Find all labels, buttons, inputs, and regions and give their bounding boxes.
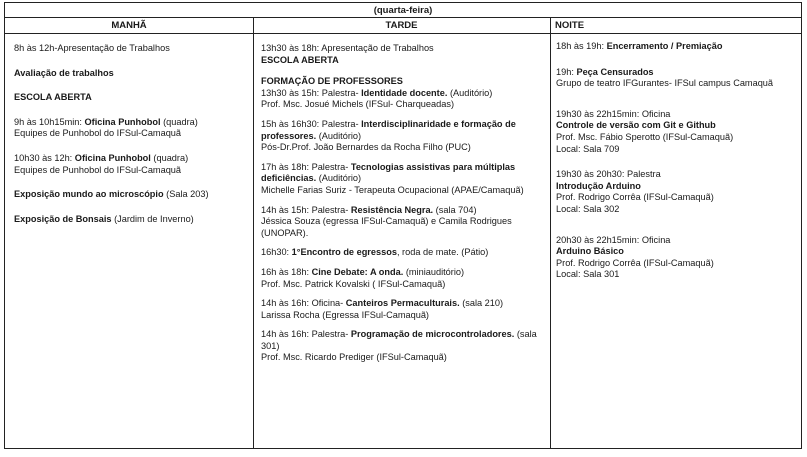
day-label: (quarta-feira) (5, 3, 801, 18)
column-noite (550, 34, 802, 448)
tarde-cine-debate: 16h às 18h: Cine Debate: A onda. (miniauditório) Prof. Msc. Patrick Kovalski ( IFSul-Camaquã) (261, 266, 465, 289)
header-noite: NOITE (550, 18, 802, 34)
header-tarde: TARDE (253, 18, 550, 34)
column-tarde (253, 34, 550, 448)
tarde-encontro-egressos: 16h30: 1°Encontro de egressos, roda de mate. (Pátio) (261, 247, 489, 258)
header-manha: MANHÃ (5, 18, 253, 34)
tarde-palestra-3: 17h às 18h: Palestra- Tecnologias assistivas para múltiplas deficiências. (Auditório) Michelle Farias Suriz - Terapeuta Ocupacional (APAE/Camaquã) (261, 161, 524, 195)
schedule-table (4, 2, 802, 449)
manha-exposicao-2: Exposição de Bonsais (Jardim de Inverno) (14, 213, 194, 224)
noite-encerramento: 18h às 19h: Encerramento / Premiação (556, 41, 723, 51)
tarde-palestra-microcontroladores: 14h às 16h: Palestra- Programação de microcontroladores. (sala 301) Prof. Msc. Ricardo Prediger (IFSul-Camaquã) (261, 329, 537, 363)
manha-exposicao-1: Exposição mundo ao microscópio (Sala 203) (14, 189, 209, 200)
column-manha (5, 34, 253, 448)
manha-avaliacao: Avaliação de trabalhos (14, 67, 114, 78)
manha-escola-aberta: ESCOLA ABERTA (14, 92, 92, 103)
tarde-palestra-2: 15h às 16h30: Palestra- Interdisciplinaridade e formação de professores. (Auditório) Pós-Dr.Prof. João Bernardes da Rocha Filho (PUC) (261, 118, 516, 153)
manha-oficina-1: 9h às 10h15min: Oficina Punhobol (quadra) Equipes de Punhobol do IFSul-Camaquã (14, 116, 198, 139)
noite-peca: 19h: Peça Censurados Grupo de teatro IFGurantes- IFSul campus Camaquã (556, 66, 774, 89)
tarde-palestra-4: 14h às 15h: Palestra- Resistência Negra. (sala 704) Jéssica Souza (egressa IFSul-Camaquã) e Camila Rodrigues (UNOPAR). (261, 204, 512, 238)
tarde-apresentacao: 13h30 às 18h: Apresentação de Trabalhos (261, 43, 434, 53)
tarde-oficina-canteiros: 14h às 16h: Oficina- Canteiros Permaculturais. (sala 210) Larissa Rocha (Egressa IFSul-Camaquã) (261, 298, 504, 320)
noite-oficina-git: 19h30 às 22h15min: Oficina Controle de versão com Git e Github Prof. Msc. Fábio Sperotto (IFSul-Camaquã) Local: Sala 709 (556, 108, 734, 154)
tarde-palestra-1: FORMAÇÃO DE PROFESSORES 13h30 às 15h: Palestra- Identidade docente. (Auditório) Prof. Msc. Josué Michels (IFSul- Charqueadas) (261, 76, 493, 110)
manha-oficina-2: 10h30 às 12h: Oficina Punhobol (quadra) Equipes de Punhobol do IFSul-Camaquã (14, 152, 189, 175)
noite-oficina-arduino: 20h30 às 22h15min: Oficina Arduino Básico Prof. Rodrigo Corrêa (IFSul-Camaquã) Local: Sala 301 (556, 234, 714, 280)
tarde-escola-aberta: ESCOLA ABERTA (261, 54, 339, 65)
noite-palestra-arduino: 19h30 às 20h30: Palestra Introdução Arduino Prof. Rodrigo Corrêa (IFSul-Camaquã) Local: Sala 302 (556, 169, 714, 214)
manha-apresentacao: 8h às 12h-Apresentação de Trabalhos (14, 43, 170, 53)
tarde-formacao: FORMAÇÃO DE PROFESSORES (261, 76, 403, 87)
